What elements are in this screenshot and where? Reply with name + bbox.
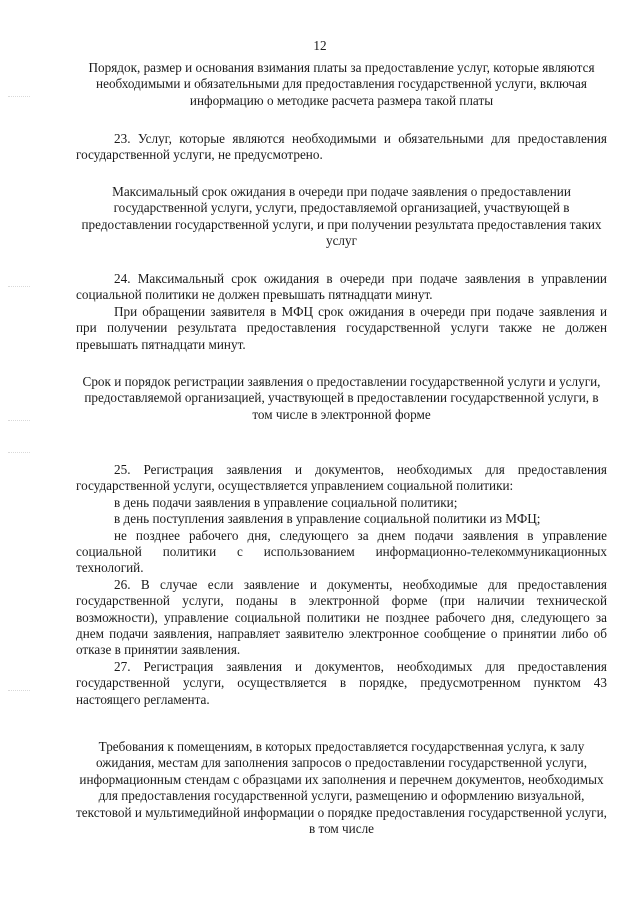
section-heading-registration: Срок и порядок регистрации заявления о предоставлении государственной услуги и услуги, предоставляемой организацией, участвующей в предоставлении государственной услуги, в том числе в электронной форме [82,374,601,422]
paragraph-26: 26. В случае если заявление и документы, необходимые для предоставления государственной услуги, поданы в электронной форме (при наличии технической возможности), управление социальной политики не позднее рабочего дня, следующего за днем подачи заявления, направляет заявителю электронное сообщение о принятии либо об отказе в принятии заявления. [76,576,607,658]
scan-mark [8,286,30,289]
list-item-registration-2: в день поступления заявления в управление социальной политики из МФЦ; [114,511,541,527]
paragraph-mfc-queue: При обращении заявителя в МФЦ срок ожидания в очереди при подаче заявления и при получении результата предоставления государственной услуги также не должен превышать пятнадцати минут. [76,303,607,352]
list-item-registration-1: в день подачи заявления в управление социальной политики; [114,494,458,510]
scan-mark [8,420,30,423]
paragraph-23: 23. Услуг, которые являются необходимыми и обязательными для предоставления государственной услуги, не предусмотрено. [76,131,607,163]
section-heading-fees: Порядок, размер и основания взимания платы за предоставление услуг, которые являются необходимыми и обязательными для предоставления государственной услуги, включая информацию о методике расчета размера такой платы [88,60,595,108]
page-number: 12 [313,38,327,53]
scan-mark [8,96,30,99]
section-heading-queue-time: Максимальный срок ожидания в очереди при подаче заявления о предоставлении государственной услуги, услуги, предоставляемой организацией, участвующей в предоставлении государственной услуги, и при получении результата предоставления таких услуг [81,184,602,249]
section-heading-premises: Требования к помещениям, в которых предоставляется государственная услуга, к залу ожидания, местам для заполнения запросов о предоставлении государственной услуги, информационным стендам с образцами их заполнения и перечнем документов, необходимых для предоставления государственной услуги, размещению и оформлению визуальной, текстовой и мультимедийной информации о порядке предоставления государственной услуги, в том числе [76,739,607,837]
scan-mark [8,452,30,455]
scan-mark [8,690,30,693]
paragraph-25: 25. Регистрация заявления и документов, необходимых для предоставления государственной услуги, осуществляется управлением социальной политики: [76,462,607,494]
paragraphs-registration [76,462,607,708]
paragraph-24: 24. Максимальный срок ожидания в очереди при подаче заявления в управлении социальной политики не должен превышать пятнадцати минут. [76,271,607,303]
paragraph-27: 27. Регистрация заявления и документов, необходимых для предоставления государственной услуги, осуществляется в порядке, предусмотренном пунктом 43 настоящего регламента. [76,658,607,707]
list-item-registration-3: не позднее рабочего дня, следующего за днем подачи заявления в управление социальной политики с использованием информационно-телекоммуникационных технологий. [76,527,607,576]
paragraphs-queue [76,271,607,353]
